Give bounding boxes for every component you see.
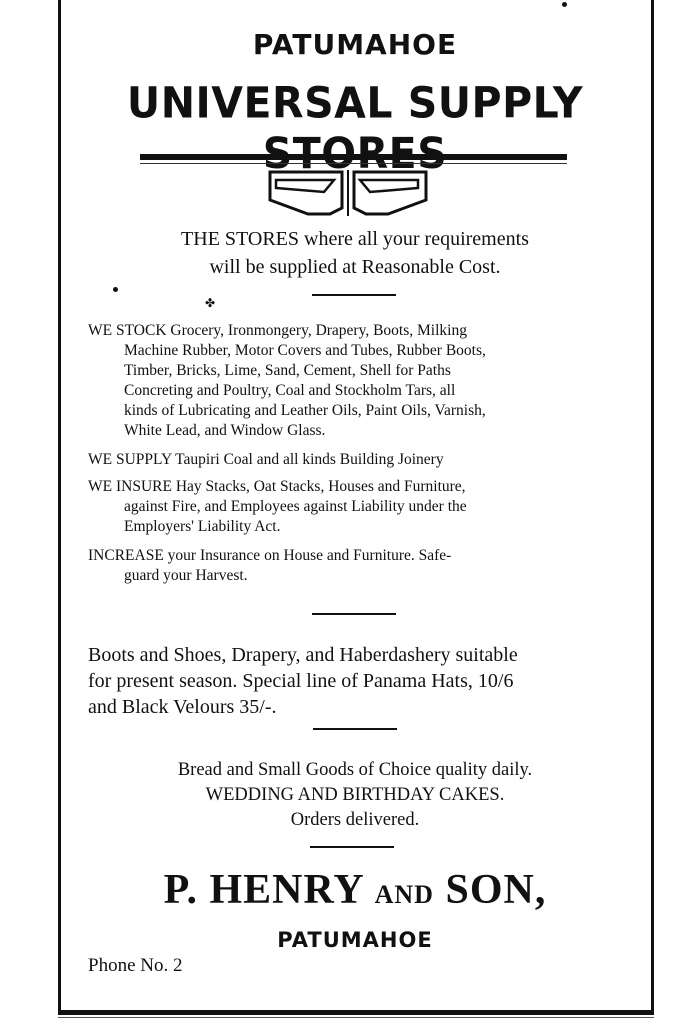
- stock-line: Machine Rubber, Motor Covers and Tubes, Rubber Boots,: [124, 342, 486, 359]
- proprietor-name-part2: SON,: [445, 867, 547, 913]
- footer-town: PATUMAHOE: [277, 928, 433, 952]
- proprietor-name: [60, 866, 650, 914]
- stock-line: kinds of Lubricating and Leather Oils, Paint Oils, Varnish,: [124, 402, 486, 419]
- stock-line: White Lead, and Window Glass.: [124, 422, 326, 439]
- town-heading: PATUMAHOE: [252, 28, 458, 61]
- insure-line: Employers' Liability Act.: [124, 518, 281, 535]
- increase-line: INCREASE your Insurance on House and Furniture. Safe-: [88, 547, 452, 564]
- boots-paragraph: [88, 642, 628, 720]
- increase-line: guard your Harvest.: [124, 567, 248, 584]
- stock-line: WE STOCK Grocery, Ironmongery, Drapery, Boots, Milking: [88, 322, 467, 339]
- increase-paragraph: [88, 546, 628, 586]
- bottom-border: [58, 1010, 654, 1015]
- supply-paragraph: [88, 450, 628, 470]
- stock-line: Concreting and Poultry, Coal and Stockholm Tars, all: [124, 382, 456, 399]
- proprietor-name-part1: P. HENRY: [163, 867, 364, 913]
- insure-line: WE INSURE Hay Stacks, Oat Stacks, Houses and Furniture,: [88, 478, 466, 495]
- header-rule-thin: [140, 163, 567, 164]
- section-divider-2: [312, 613, 396, 615]
- section-divider-1: [312, 294, 396, 296]
- intro-line-1: THE STORES where all your requirements: [181, 228, 529, 250]
- bullet-dot: [113, 287, 118, 292]
- insure-paragraph: [88, 477, 628, 537]
- boots-line: for present season. Special line of Panama Hats, 10/6: [88, 670, 514, 692]
- section-divider-3: [313, 728, 397, 730]
- bread-line-1: Bread and Small Goods of Choice quality daily.: [177, 760, 533, 780]
- section-divider-4: [310, 846, 394, 848]
- bread-line-3: Orders delivered.: [290, 810, 420, 830]
- boots-line: Boots and Shoes, Drapery, and Haberdashery suitable: [88, 644, 518, 666]
- store-name-heading: UNIVERSAL SUPPLY: [126, 77, 584, 128]
- stock-line: Timber, Bricks, Lime, Sand, Cement, Shell for Paths: [124, 362, 451, 379]
- store-logo-icon: [268, 170, 428, 216]
- supply-line: WE SUPPLY Taupiri Coal and all kinds Building Joinery: [88, 451, 444, 468]
- stock-paragraph: [88, 321, 628, 441]
- insure-line: against Fire, and Employees against Liability under the: [124, 498, 467, 515]
- bread-line-2: WEDDING AND BIRTHDAY CAKES.: [205, 785, 505, 805]
- header-rule: [140, 154, 567, 160]
- bottom-border-thin: [58, 1017, 654, 1018]
- intro-line-2: will be supplied at Reasonable Cost.: [209, 256, 501, 278]
- proprietor-name-and: AND: [374, 880, 434, 909]
- ornament-icon: ✤: [205, 296, 216, 310]
- print-speck: [562, 2, 567, 7]
- boots-line: and Black Velours 35/-.: [88, 696, 277, 718]
- phone-number: Phone No. 2: [88, 955, 183, 976]
